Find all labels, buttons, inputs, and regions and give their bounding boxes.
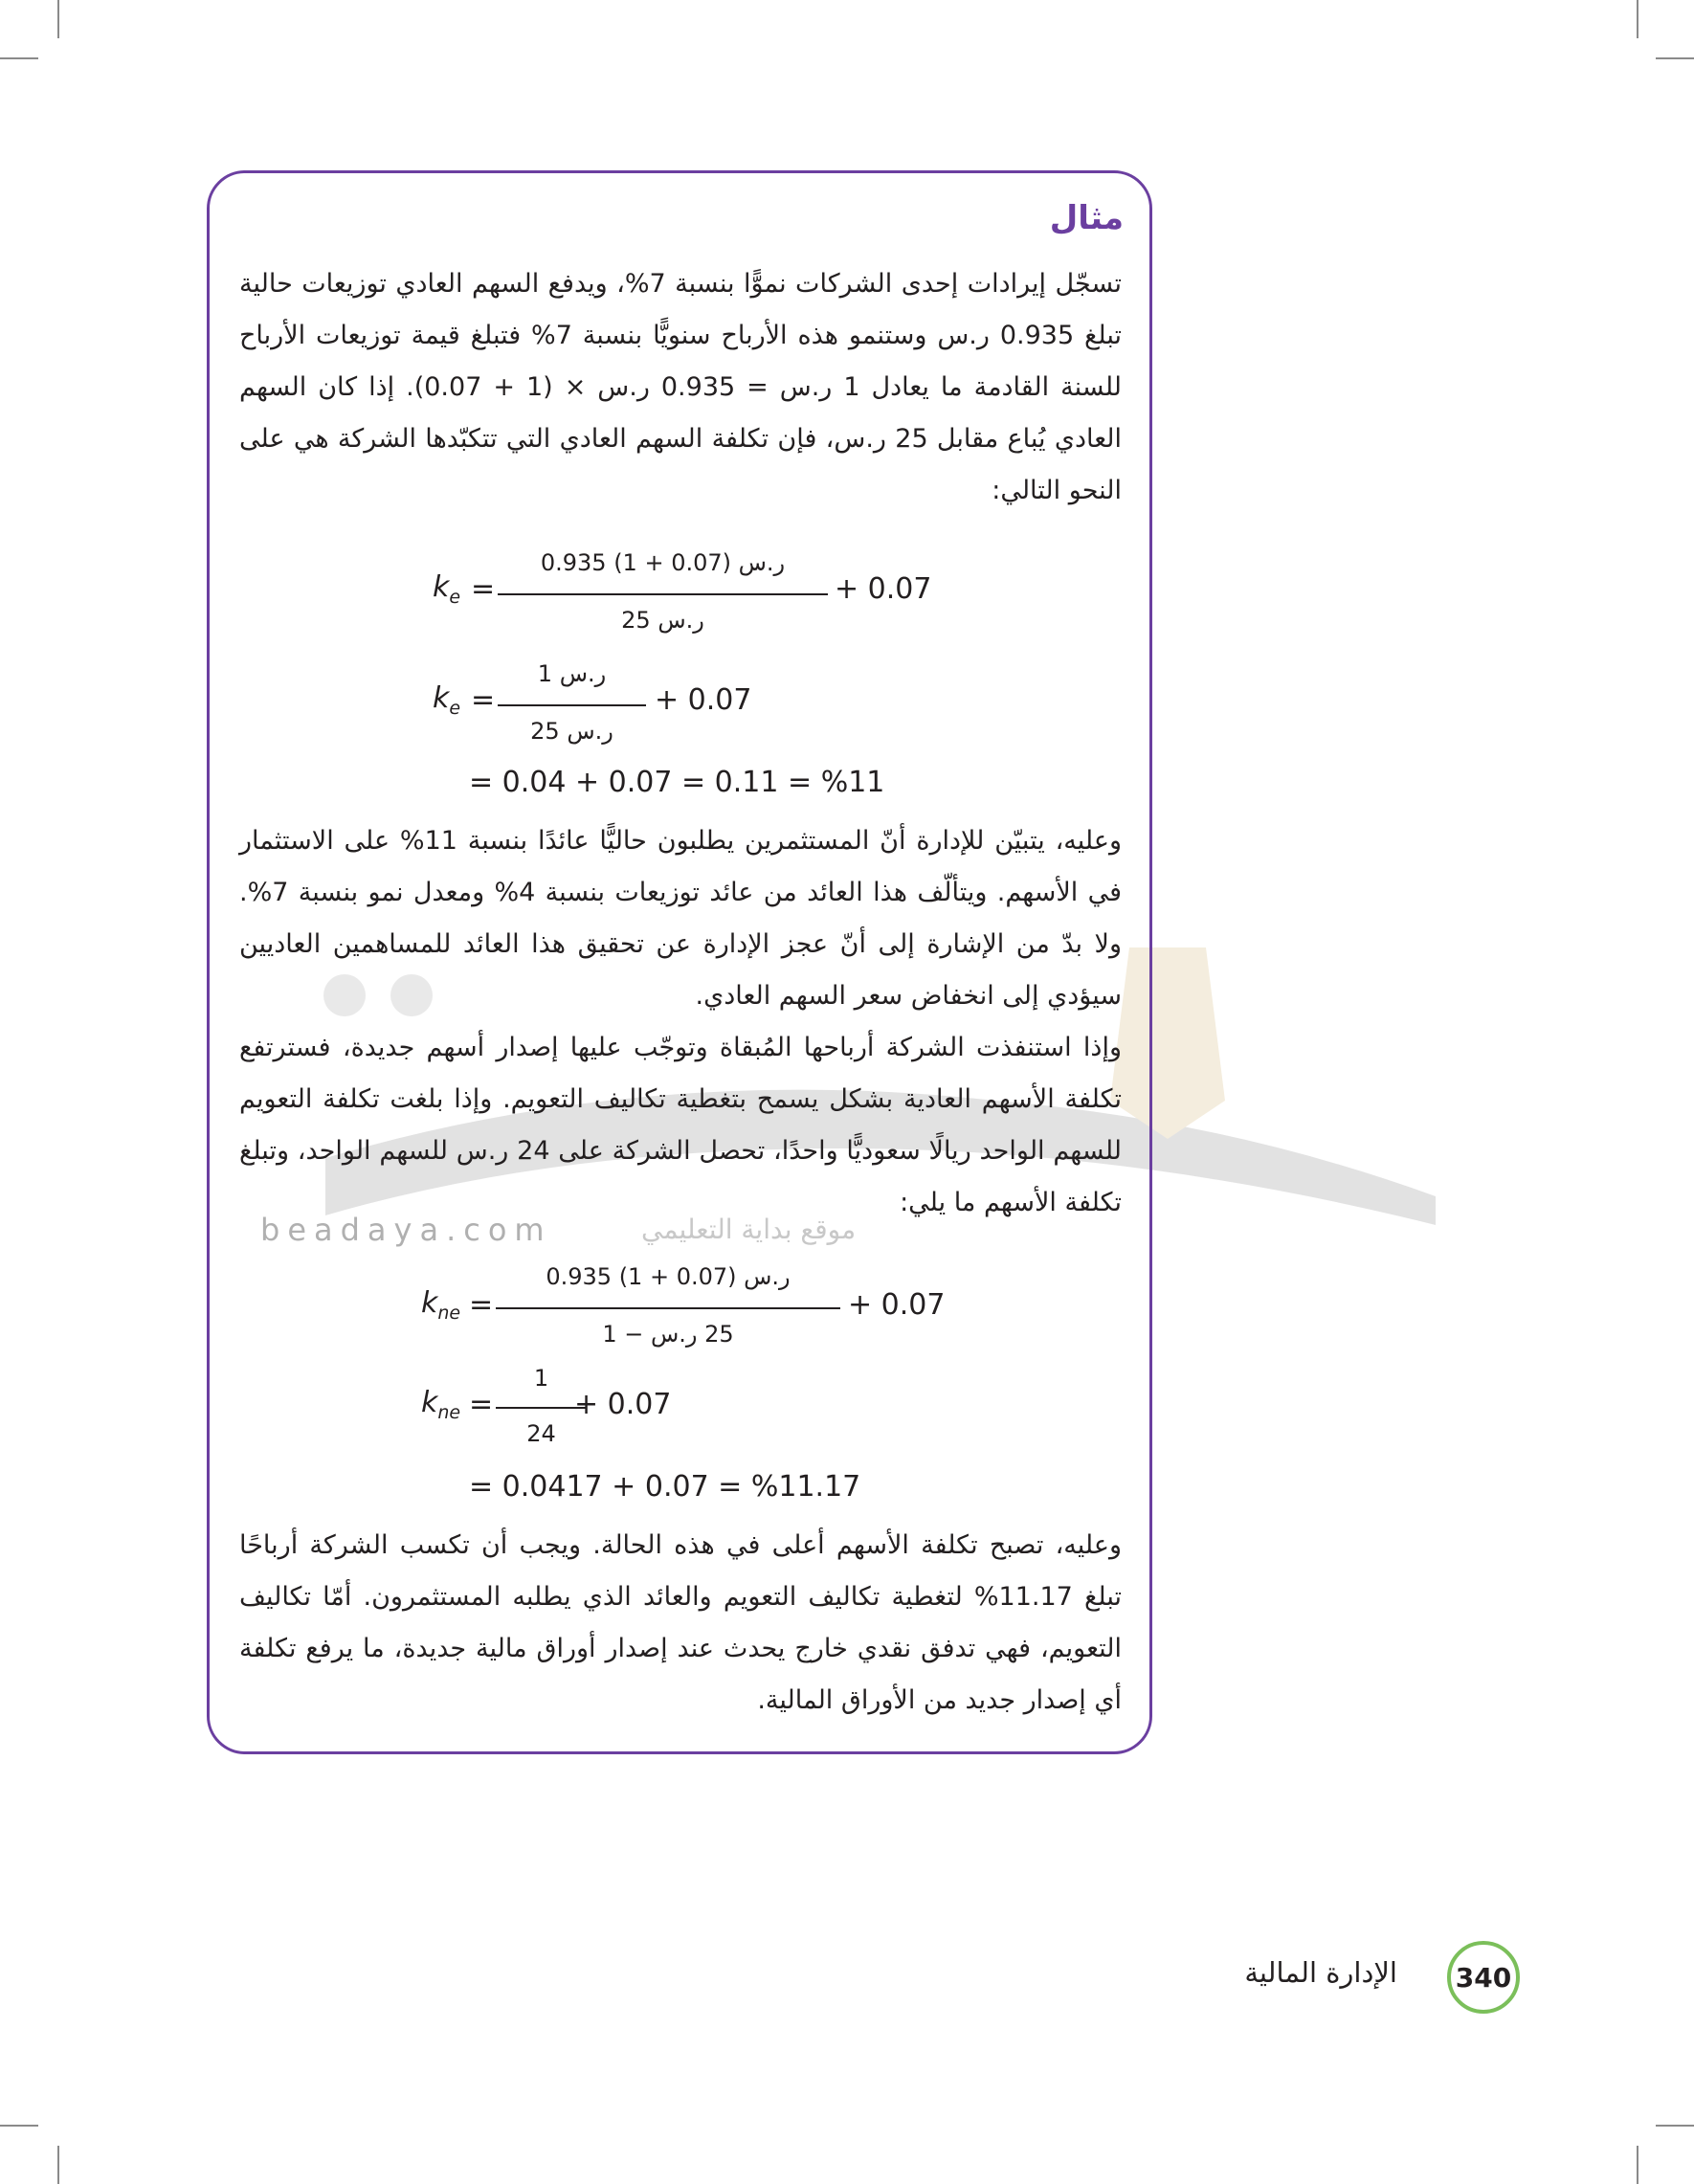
fraction-bar: [498, 704, 646, 706]
fraction-denominator: 25 ر.س − 1: [602, 1321, 734, 1348]
crop-mark: [1637, 0, 1638, 38]
crop-mark: [1656, 57, 1694, 59]
equation-tail: + 0.07: [574, 1388, 672, 1421]
equation-symbol: $k_{ne}$: [421, 1286, 461, 1324]
fraction-bar: [498, 593, 828, 595]
equation-tail: + 0.07: [835, 572, 932, 606]
crop-mark: [0, 2125, 38, 2127]
equation-tail: + 0.07: [655, 683, 752, 717]
equation-ke-result: = 0.04 + 0.07 = 0.11 = %11: [469, 766, 885, 799]
equation-symbol: $k_{ne}$: [421, 1386, 461, 1423]
equation-tail: + 0.07: [848, 1288, 946, 1322]
example-title: مثال: [1049, 199, 1124, 237]
fraction-denominator: 25 ر.س: [530, 718, 613, 745]
example-paragraph-2: وعليه، يتبيّن للإدارة أنّ المستثمرين يطلبون حاليًّا عائدًا بنسبة 11% على الاستثمار في الأسهم. ويتألّف هذا العائد من عائد توزيعات بنسبة 4% ومعدل نمو بنسبة 7%. ولا بدّ من الإشارة إلى أنّ عجز الإدارة عن تحقيق هذا العائد للمساهمين العاديين سيؤدي إلى انخفاض سعر السهم العادي.: [239, 826, 1123, 1011]
fraction-numerator: 0.935 (1 + 0.07) ر.س: [540, 549, 786, 576]
example-paragraph-3: وإذا استنفذت الشركة أرباحها المُبقاة وتوجّب عليها إصدار أسهم جديدة، فسترتفع تكلفة الأسهم العادية بشكل يسمح بتغطية تكاليف التعويم. وإذا بلغت تكلفة التعويم للسهم الواحد ريالًا سعوديًّا واحدًا، تحصل الشركة على 24 ر.س للسهم الواحد، وتبلغ تكلفة الأسهم ما يلي:: [239, 1033, 1122, 1217]
fraction-numerator: 1: [533, 1365, 549, 1392]
equation-kne-result: = 0.0417 + 0.07 = %11.17: [469, 1470, 861, 1504]
fraction-bar: [496, 1307, 840, 1309]
equation-symbol: $k_e$: [433, 681, 461, 719]
watermark-url: beadaya.com: [260, 1212, 552, 1248]
watermark-site-name: موقع بداية التعليمي: [641, 1214, 857, 1245]
footer-book-title: الإدارة المالية: [1244, 1956, 1397, 1989]
fraction-denominator: 25 ر.س: [621, 607, 704, 634]
example-paragraph-4: وعليه، تصبح تكلفة الأسهم أعلى في هذه الحالة. ويجب أن تكسب الشركة أرباحًا تبلغ 11.17% لتغطية تكاليف التعويم والعائد الذي يطلبه المستثمرون. أمّا تكاليف التعويم، فهي تدفق نقدي خارج يحدث عند إصدار أوراق مالية جديدة، ما يرفع تكلفة أي إصدار جديد من الأوراق المالية.: [239, 1530, 1122, 1715]
example-intro-paragraph: تسجّل إيرادات إحدى الشركات نموًّا بنسبة 7%، ويدفع السهم العادي توزيعات حالية تبلغ 0.935 ر.س وستنمو هذه الأرباح سنويًّا بنسبة 7% فتبلغ قيمة توزيعات الأرباح للسنة القادمة ما يعادل 1 ر.س = 0.935 ر.س × (1 + 0.07). إذا كان السهم العادي يُباع مقابل 25 ر.س، فإن تكلفة السهم العادي التي تتكبّدها الشركة هي على النحو التالي:: [239, 269, 1123, 505]
page-number-label: 340: [1455, 1961, 1512, 1994]
fraction-numerator: 0.935 (1 + 0.07) ر.س: [546, 1263, 791, 1290]
fraction-numerator: 1 ر.س: [537, 660, 607, 687]
crop-mark: [57, 0, 59, 38]
crop-mark: [57, 2146, 59, 2184]
crop-mark: [1656, 2125, 1694, 2127]
crop-mark: [1637, 2146, 1638, 2184]
equation-symbol: $k_e$: [433, 570, 461, 608]
page-number: [1447, 1941, 1520, 2014]
fraction-denominator: 24: [526, 1420, 556, 1447]
crop-mark: [0, 57, 38, 59]
fraction-bar: [496, 1407, 587, 1409]
